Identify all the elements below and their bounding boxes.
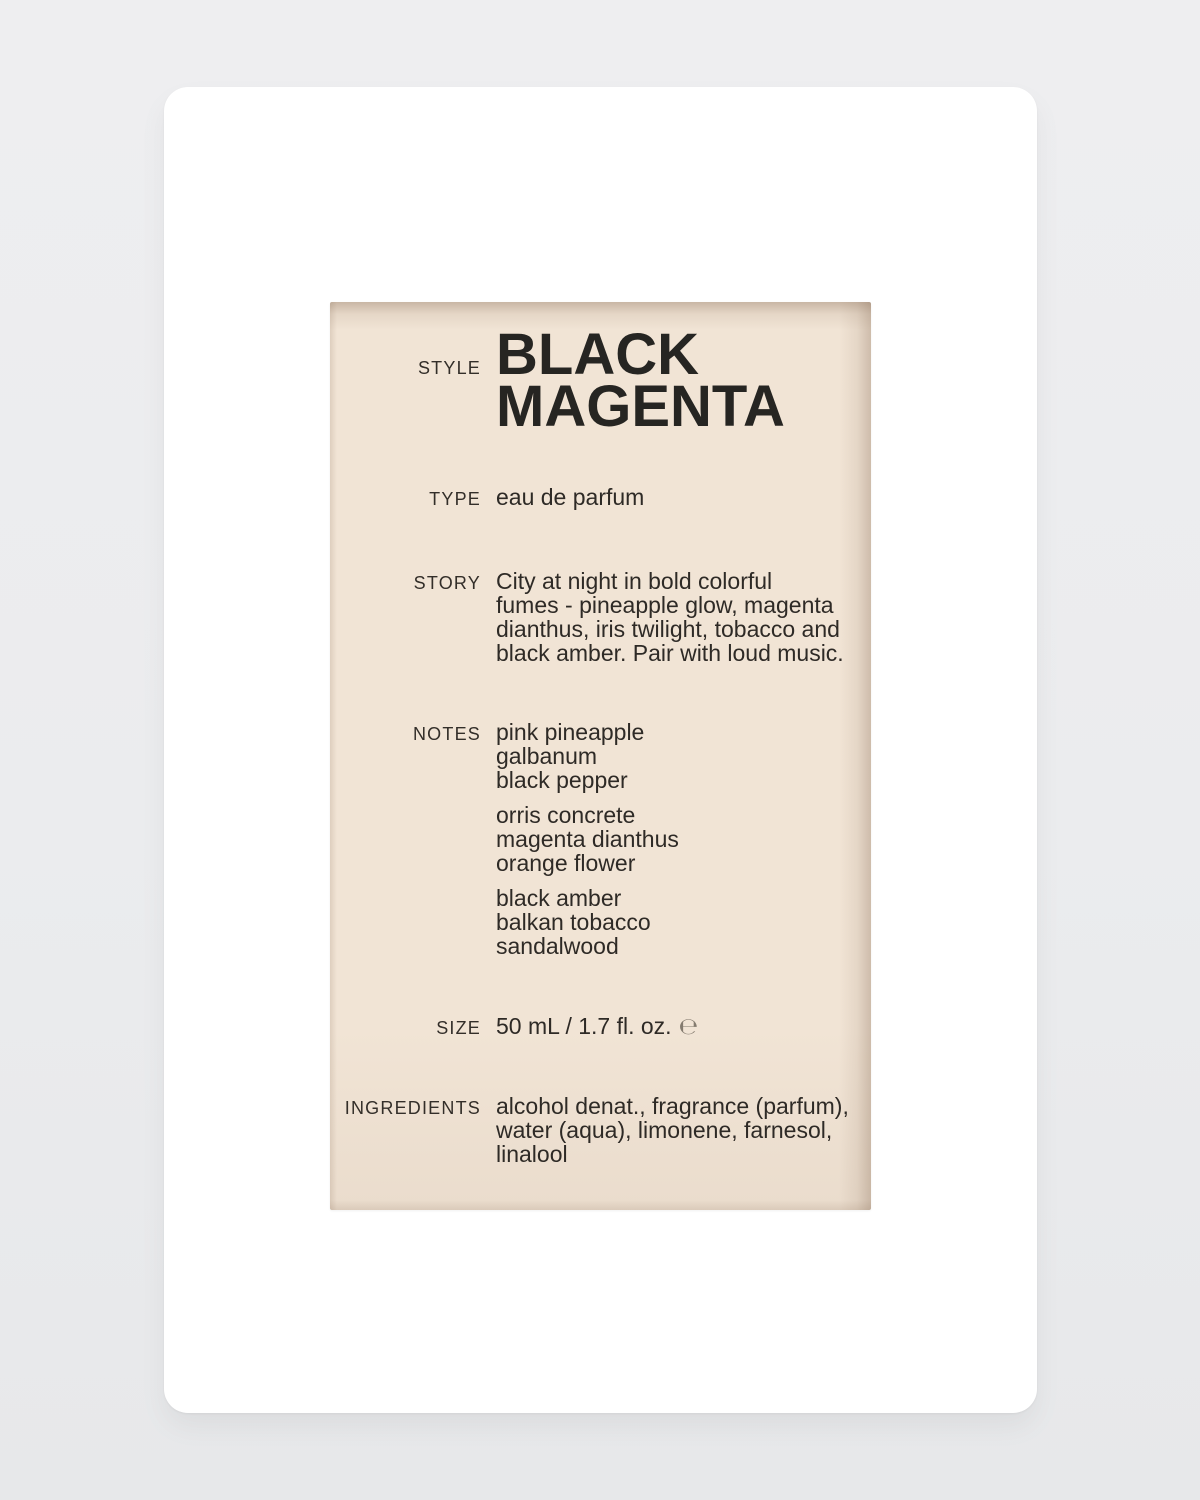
notes-label: NOTES [412, 724, 481, 744]
ingredients-label: INGREDIENTS [344, 1098, 481, 1118]
style-section [330, 322, 871, 439]
label-panel [330, 302, 871, 1210]
story-section [330, 569, 871, 665]
note-line: galbanum [496, 743, 598, 769]
note-line: balkan tobacco [496, 909, 651, 935]
story-line: fumes - pineapple glow, magenta [496, 592, 834, 618]
size-section [330, 1014, 871, 1039]
title-line-2: MAGENTA [496, 374, 785, 439]
notes-top-group [496, 720, 679, 792]
size-value: 50 mL / 1.7 fl. oz. [496, 1013, 672, 1039]
size-value-wrap [496, 1014, 698, 1039]
story-line: City at night in bold colorful [496, 568, 773, 594]
story-line: dianthus, iris twilight, tobacco and [496, 616, 840, 642]
notes-section [330, 720, 871, 958]
story-label: STORY [413, 573, 481, 593]
ingredient-line: alcohol denat., fragrance (parfum), [496, 1093, 849, 1119]
size-label: SIZE [436, 1018, 481, 1038]
notes-base-group [496, 886, 679, 958]
ingredients-section [330, 1094, 871, 1166]
note-line: orris concrete [496, 802, 636, 828]
note-line: black pepper [496, 767, 628, 793]
type-section [330, 485, 871, 510]
product-title [496, 322, 785, 439]
title-line-1: BLACK [496, 322, 699, 387]
type-label: TYPE [429, 489, 481, 509]
type-value: eau de parfum [496, 484, 645, 510]
perfume-box [164, 87, 1037, 1413]
story-line: black amber. Pair with loud music. [496, 640, 844, 666]
ingredient-line: water (aqua), limonene, farnesol, [496, 1117, 833, 1143]
note-line: pink pineapple [496, 719, 645, 745]
note-line: black amber [496, 885, 622, 911]
notes-list [496, 720, 679, 958]
note-line: orange flower [496, 850, 636, 876]
note-line: sandalwood [496, 933, 619, 959]
estimated-symbol: ℮ [678, 1014, 699, 1040]
ingredients-text [496, 1094, 849, 1166]
ingredient-line: linalool [496, 1141, 568, 1167]
style-label: STYLE [417, 358, 481, 378]
note-line: magenta dianthus [496, 826, 679, 852]
story-text [496, 569, 844, 665]
notes-heart-group [496, 803, 679, 875]
